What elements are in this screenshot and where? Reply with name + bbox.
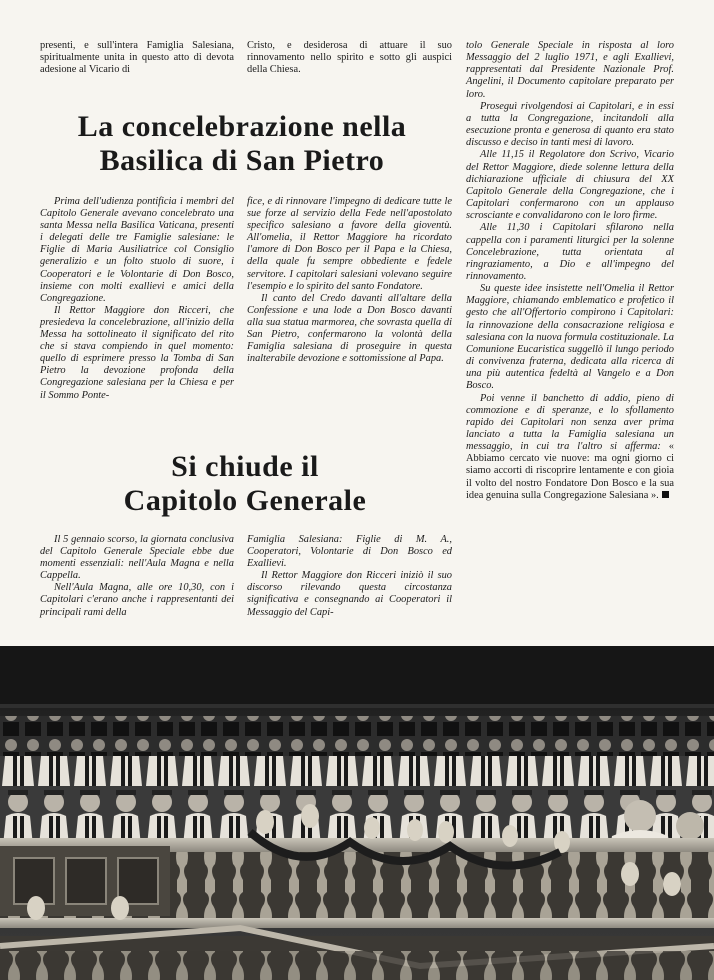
headline-concelebrazione-line2: Basilica di San Pietro	[99, 144, 385, 177]
headline-capitolo-line1: Si chiude il	[171, 450, 319, 483]
article2-mid-column	[247, 534, 452, 619]
right-col-paragraph-5: Su queste idee insistette nell'Omelia il Rettor Maggiore, chiamando emblematico e profetico il gesto che all'Offertorio compirono i Capitolari: la rinnovazione della consacrazione religiosa e salesiana con la nuova formula costituzionale. La Comunione Eucaristica suggellò il lungo periodo di convivenza fraterna, dedicata alla ricerca di una più autentica fedeltà al Vangelo e a Don Bosco.	[466, 283, 674, 392]
headline-concelebrazione	[22, 110, 462, 178]
article1-mid-paragraph-2: Il canto del Credo davanti all'altare della Confessione e una lode a Don Bosco davanti alla sua statua marmorea, che sovrasta quella di San Pietro, confermarono la volontà della Famiglia salesiana di proseguire in questa inalterabile devozione e sottomissione al Papa.	[247, 292, 452, 365]
headline-capitolo-line2: Capitolo Generale	[123, 484, 367, 517]
right-col-paragraph-1: tolo Generale Speciale in risposta al loro Messaggio del 2 luglio 1971, e agli Exallievi, rappresentati dal Presidente Nazionale Prof. Angelini, il Documento capitolare preparato per loro.	[466, 40, 674, 100]
article2-left-paragraph-1: Il 5 gennaio scorso, la giornata conclusiva del Capitolo Generale Speciale ebbe due momenti essenziali: nell'Aula Magna e nella Cappella.	[40, 534, 234, 582]
article2-mid-paragraph-2: Il Rettor Maggiore don Ricceri iniziò il suo discorso rilevando questa circostanza significativa e consegnando ai Cooperatori il Messaggio del Capi-	[247, 570, 452, 618]
article1-left-paragraph-1: Prima dell'udienza pontificia i membri del Capitolo Generale avevano concelebrato una santa Messa nella Basilica Vaticana, presenti i delegati delle tre Famiglie salesiane: le Figlie di Maria Ausiliatrice col Consiglio generalizio e un folto stuolo di suore, i Cooperatori e le Volontarie di Don Bosco, insieme con molti exallievi e amici della Congregazione.	[40, 196, 234, 304]
article1-left-column	[40, 196, 234, 402]
right-col-paragraph-4: Alle 11,30 i Capitolari sfilarono nella cappella con i paramenti liturgici per la solenne Concelebrazione, tutta orientata al ringraziamento, a Dio e all'impegno del rinnovamento.	[466, 222, 674, 282]
headline-concelebrazione-line1: La concelebrazione nella	[77, 110, 407, 143]
top-mid-paragraph: Cristo, e desiderosa di attuare il suo rinnovamento nello spirito e sotto gli auspici della Chiesa.	[247, 40, 452, 76]
headline-capitolo	[40, 450, 450, 518]
clergy-photograph	[0, 646, 714, 980]
right-column	[466, 40, 674, 502]
article1-mid-paragraph-1: fice, e di rinnovare l'impegno di dedicare tutte le sue forze al servizio della Fede nell'apostolato specifico salesiano a favore della gioventù. All'omelia, il Rettor Maggiore ha ricordato l'amore di Don Bosco per il Papa e la Chiesa, della quale fu sempre obbediente e fedele servitore. I capitolari salesiani volevano seguire l'esempio e lo spirito del santo Fondatore.	[247, 196, 452, 292]
right-col-paragraph-3: Alle 11,15 il Regolatore don Scrivo, Vicario del Rettor Maggiore, diede solenne lettura della dichiarazione ufficiale di chiusura del XX Capitolo Generale della Congregazione, che i Capitolari confermarono con un applauso scrosciante e convalidarono con le loro firme.	[466, 149, 674, 222]
end-mark	[662, 491, 669, 498]
article2-left-column	[40, 534, 234, 619]
photo-illustration	[0, 646, 714, 980]
top-left-paragraph: presenti, e sull'intera Famiglia Salesiana, spiritualmente unita in questo atto di devota adesione al Vicario di	[40, 40, 234, 76]
top-left-text	[40, 40, 234, 76]
right-col-paragraph-6	[466, 393, 674, 502]
article2-left-paragraph-2: Nell'Aula Magna, alle ore 10,30, con i Capitolari c'erano anche i rappresentanti dei principali rami della	[40, 582, 234, 618]
right-col-last-italic: Poi venne il banchetto di addio, pieno di commozione e di speranze, e lo sfollamento rapido dei Capitolari non senza aver prima lanciato a tutta la Famiglia salesiana un messaggio, in cui tra l'altro si afferma:	[466, 392, 674, 453]
article1-left-paragraph-2: Il Rettor Maggiore don Ricceri, che presiedeva la concelebrazione, all'inizio della Messa ha sottolineato il significato del rito che si stava compiendo in quel momento: quello di esprimere presso la Tomba di San Pietro la devozione profonda della Congregazione salesiana per la Chiesa e per il Sommo Ponte-	[40, 304, 234, 401]
right-col-last-quote: « Abbiamo cercato vie nuove: ma ogni giorno ci siamo accorti di riscoprire lentamente e con gioia il volto del nostro Fondatore Don Bosco e la sua idea genuina sulla Congregazione Salesiana ».	[466, 441, 674, 501]
right-col-paragraph-2: Proseguì rivolgendosi ai Capitolari, e in essi a tutta la Congregazione, incitandoli alla esecuzione pronta e generosa di quanto era stato discusso e deciso in tanti mesi di lavoro.	[466, 100, 674, 149]
article2-mid-paragraph-1: Famiglia Salesiana: Figlie di M. A., Cooperatori, Volontarie di Don Bosco ed Exallievi.	[247, 534, 452, 570]
top-mid-text	[247, 40, 452, 76]
article1-mid-column	[247, 196, 452, 365]
